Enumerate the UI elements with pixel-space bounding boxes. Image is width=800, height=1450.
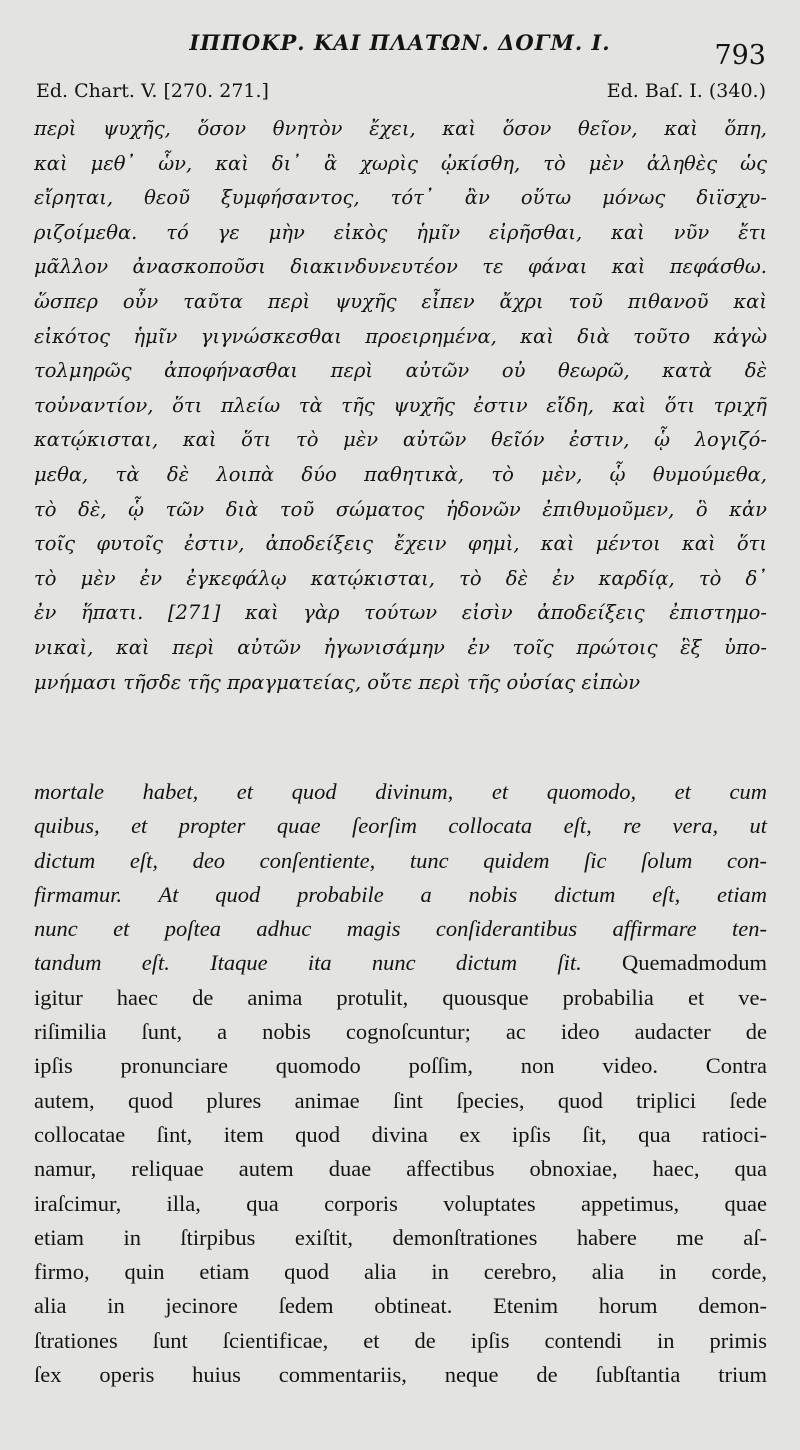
latin-line [34, 1187, 767, 1221]
latin-roman-segment: collocatae ſint, item quod divina ex ipſis ſit, qua ratioci- [34, 1121, 767, 1147]
greek-line: κατῴκισται, καὶ ὅτι τὸ μὲν αὐτῶν θεῖόν ἐστιν, ᾧ λογιζό- [34, 428, 767, 452]
latin-roman-segment: autem, quod plures animae ſint ſpecies, quod triplici ſede [34, 1087, 767, 1113]
latin-line [34, 1152, 767, 1186]
latin-roman-segment: igitur haec de anima protulit, quousque probabilia et ve- [34, 984, 767, 1010]
greek-line: ριζοίμεθα. τό γε μὴν εἰκὸς ἡμῖν εἰρῆσθαι, καὶ νῦν ἔτι [34, 220, 767, 244]
latin-line [34, 844, 767, 878]
latin-line [34, 1084, 767, 1118]
latin-roman-segment: firmo, quin etiam quod alia in cerebro, alia in corde, [34, 1259, 767, 1285]
latin-line [34, 1289, 767, 1323]
greek-line: τοῖς φυτοῖς ἐστιν, ἀποδείξεις ἔχειν φημὶ, καὶ μέντοι καὶ ὅτι [34, 532, 767, 556]
latin-italic-segment: firmamur. At quod probabile a nobis dictum eſt, etiam [34, 881, 767, 907]
page-number: 793 [714, 40, 766, 71]
latin-line [34, 1015, 767, 1049]
running-head: ΙΠΠΟΚΡ. ΚΑΙ ΠΛΑΤΩΝ. ΔΟΓΜ. Ι. [189, 30, 611, 55]
latin-line [34, 1358, 767, 1392]
greek-line: ὥσπερ οὖν ταῦτα περὶ ψυχῆς εἶπεν ἄχρι τοῦ πιθανοῦ καὶ [34, 289, 767, 313]
latin-line [34, 1118, 767, 1152]
latin-line [34, 946, 767, 980]
latin-roman-segment: alia in jecinore ſedem obtineat. Etenim horum demon- [34, 1293, 767, 1319]
latin-line [34, 809, 767, 843]
greek-line: νικαὶ, καὶ περὶ αὐτῶν ἠγωνισάμην ἐν τοῖς πρώτοις ἓξ ὑπο- [34, 635, 767, 659]
greek-line: τοὐναντίον, ὅτι πλείω τὰ τῆς ψυχῆς ἐστιν εἴδη, καὶ ὅτι τριχῆ [34, 393, 767, 417]
greek-line: τολμηρῶς ἀποφήνασθαι περὶ αὐτῶν οὐ θεωρῶ, κατὰ δὲ [34, 359, 767, 383]
greek-line: τὸ μὲν ἐν ἐγκεφάλῳ κατῴκισται, τὸ δὲ ἐν καρδίᾳ, τὸ δ᾽ [34, 566, 767, 590]
edition-reference-line [36, 80, 766, 102]
greek-line: μνήμασι τῆσδε τῆς πραγματείας, οὔτε περὶ τῆς οὐσίας εἰπὼν [34, 670, 641, 694]
latin-line [34, 1324, 767, 1358]
greek-line: μᾶλλον ἀνασκοποῦσι διακινδυνευτέον τε φάναι καὶ πεφάσθω. [34, 255, 767, 279]
latin-roman-segment: ſtrationes ſunt ſcientificae, et de ipſis contendi in primis [34, 1327, 767, 1353]
latin-italic-segment: nunc et poſtea adhuc magis conſiderantibus affirmare ten- [34, 916, 767, 942]
latin-roman-segment: etiam in ſtirpibus exiſtit, demonſtrationes habere me aſ- [34, 1224, 767, 1250]
greek-text-block [34, 112, 767, 700]
latin-roman-segment: Quemadmodum [581, 950, 768, 976]
latin-line [34, 1255, 767, 1289]
greek-line: καὶ μεθ᾽ ὧν, καὶ δι᾽ ἃ χωρὶς ᾠκίσθη, τὸ μὲν ἀληθὲς ὡς [34, 151, 767, 175]
latin-line [34, 775, 767, 809]
latin-italic-segment: quibus, et propter quae ſeorſim collocata eſt, re vera, ut [34, 813, 767, 839]
latin-roman-segment: ſex operis huius commentariis, neque de ſubſtantia trium [34, 1362, 767, 1388]
greek-line: εἴρηται, θεοῦ ξυμφήσαντος, τότ᾽ ἂν οὕτω μόνως διϊσχυ- [34, 186, 767, 210]
greek-line: περὶ ψυχῆς, ὅσον θνητὸν ἔχει, καὶ ὅσον θεῖον, καὶ ὅπη, [34, 117, 767, 140]
greek-line: ἐν ἥπατι. [271] καὶ γὰρ τούτων εἰσὶν ἀποδείξεις ἐπιστημο- [34, 601, 767, 625]
latin-italic-segment: mortale habet, et quod divinum, et quomodo, et cum [34, 779, 767, 804]
latin-roman-segment: namur, reliquae autem duae affectibus obnoxiae, haec, qua [34, 1156, 767, 1182]
latin-line [34, 1221, 767, 1255]
latin-line [34, 878, 767, 912]
edition-basel-ref: Ed. Baſ. I. (340.) [606, 80, 766, 102]
latin-roman-segment: iraſcimur, illa, qua corporis voluptates appetimus, quae [34, 1190, 767, 1216]
latin-italic-segment: dictum eſt, deo conſentiente, tunc quidem ſic ſolum con- [34, 847, 767, 873]
latin-italic-segment: tandum eſt. Itaque ita nunc dictum ſit. [34, 950, 582, 976]
latin-roman-segment: riſimilia ſunt, a nobis cognoſcuntur; ac ideo audacter de [34, 1019, 767, 1045]
edition-chartier-ref: Ed. Chart. V. [270. 271.] [36, 80, 269, 102]
latin-line [34, 912, 767, 946]
greek-line: εἰκότος ἡμῖν γιγνώσκεσθαι προειρημένα, καὶ διὰ τοῦτο κἀγὼ [34, 324, 767, 348]
latin-text-block [34, 775, 767, 1392]
greek-line: τὸ δὲ, ᾧ τῶν διὰ τοῦ σώματος ἡδονῶν ἐπιθυμοῦμεν, ὃ κἀν [34, 497, 767, 521]
latin-line [34, 981, 767, 1015]
greek-line: μεθα, τὰ δὲ λοιπὰ δύο παθητικὰ, τὸ μὲν, ᾧ θυμούμεθα, [34, 462, 767, 486]
latin-roman-segment: ipſis pronunciare quomodo poſſim, non video. Contra [34, 1053, 767, 1079]
latin-line [34, 1049, 767, 1083]
